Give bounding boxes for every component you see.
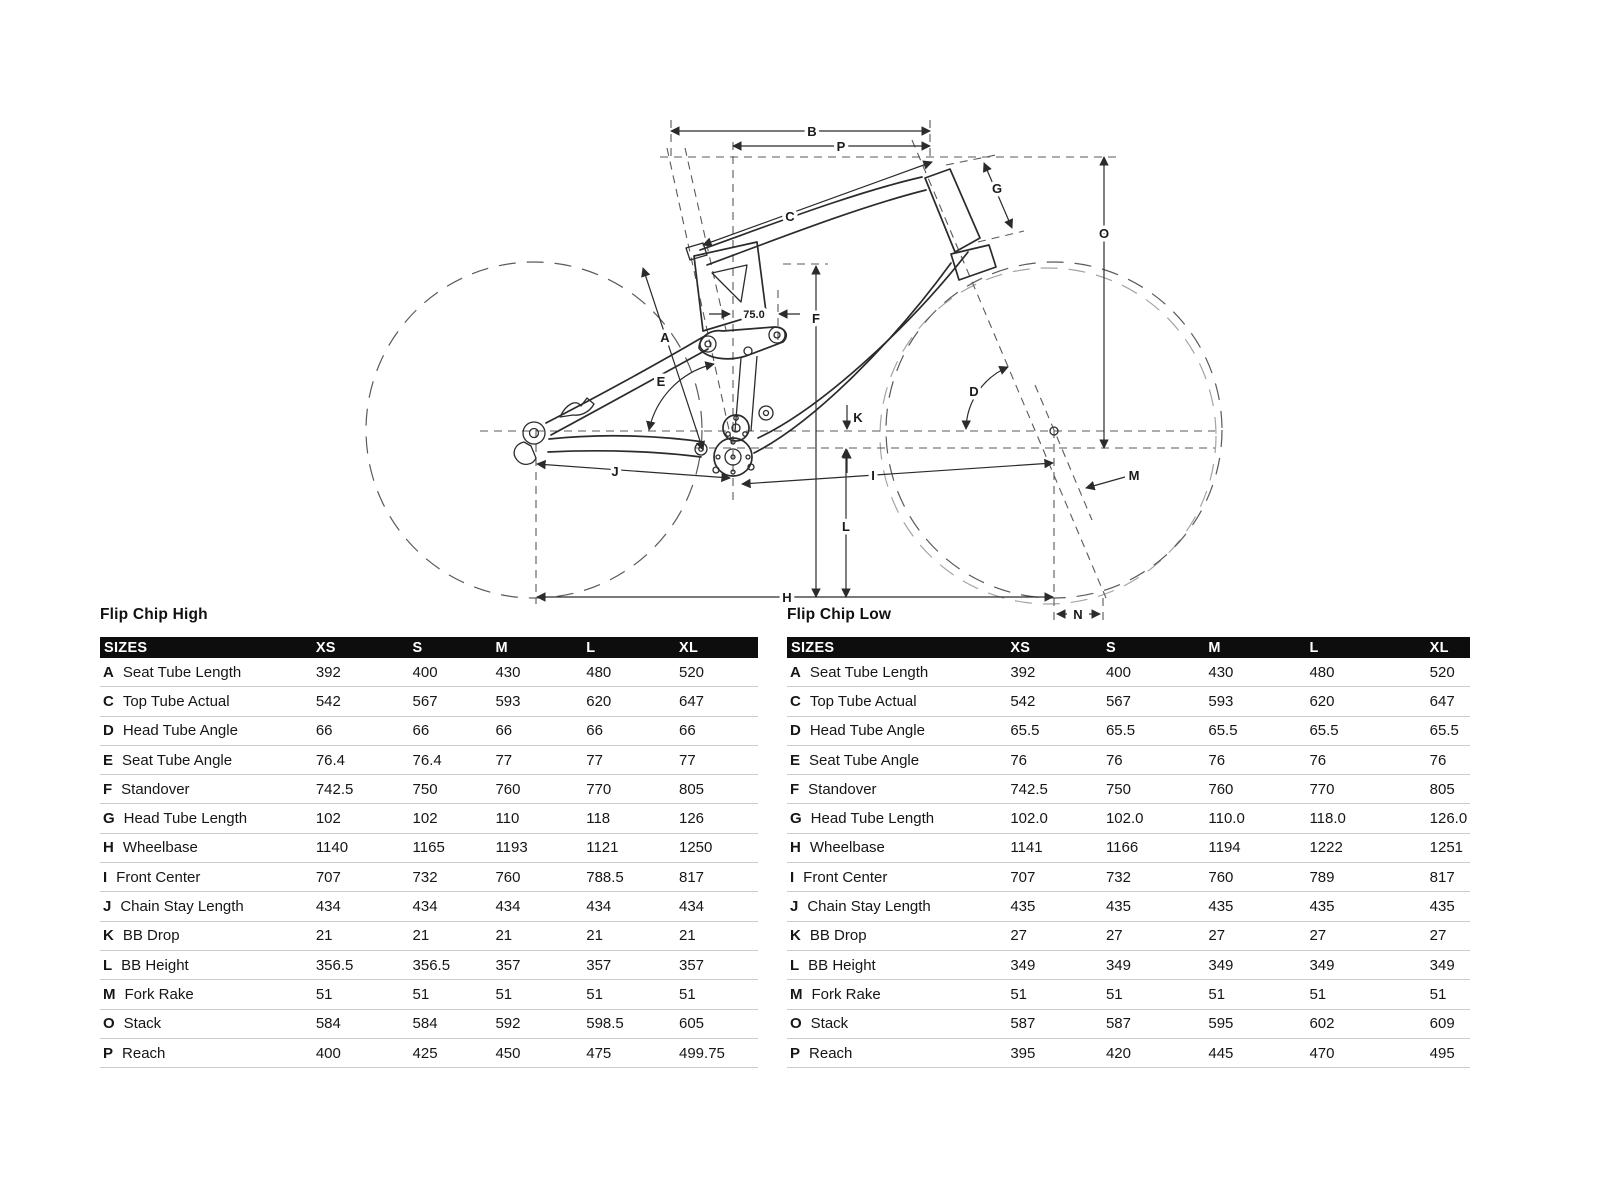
column-header-l: L xyxy=(586,639,596,656)
row-value: 499.75 xyxy=(679,1044,725,1062)
row-value: 750 xyxy=(1105,780,1131,798)
dim-M-leader xyxy=(1086,477,1125,488)
row-name-cell xyxy=(787,781,1010,798)
row-value: 356.5 xyxy=(315,956,354,974)
row-value: 51 xyxy=(315,985,333,1003)
row-value: 51 xyxy=(586,985,603,1003)
table-row-h xyxy=(787,834,1470,863)
row-value: 126.0 xyxy=(1429,810,1468,828)
row-value: 707 xyxy=(1010,868,1036,886)
row-name-cell xyxy=(787,722,1010,739)
dim-label-N: N xyxy=(1073,607,1083,620)
row-value: 495 xyxy=(1429,1044,1455,1062)
row-value: 430 xyxy=(495,663,521,681)
row-value: 435 xyxy=(1429,898,1455,916)
row-name-cell xyxy=(100,1045,316,1062)
row-value: 602 xyxy=(1309,1015,1335,1033)
table-row-j xyxy=(100,892,758,921)
row-value: 392 xyxy=(315,663,341,681)
row-value: 118.0 xyxy=(1309,810,1346,828)
row-value: 77 xyxy=(586,751,603,769)
row-value: 357 xyxy=(586,956,612,974)
row-key: K xyxy=(790,927,801,945)
row-label: Standover xyxy=(121,780,190,798)
row-value: 598.5 xyxy=(586,1015,624,1033)
row-value: 1251 xyxy=(1429,839,1464,857)
row-name-cell xyxy=(787,986,1010,1003)
row-value: 1166 xyxy=(1105,839,1139,857)
row-name-cell xyxy=(787,839,1010,856)
row-value: 434 xyxy=(495,898,521,916)
row-value: 349 xyxy=(1429,956,1455,974)
row-key: A xyxy=(790,663,801,681)
row-value: 430 xyxy=(1208,663,1234,681)
row-key: L xyxy=(103,956,113,974)
row-value: 21 xyxy=(495,927,513,945)
row-value: 51 xyxy=(679,985,696,1003)
row-value: 435 xyxy=(1010,898,1036,916)
row-label: Standover xyxy=(808,780,877,798)
row-key: I xyxy=(103,868,108,886)
row-label: Fork Rake xyxy=(811,985,881,1003)
row-label: Seat Tube Length xyxy=(809,663,929,681)
row-label: Head Tube Length xyxy=(810,810,935,828)
table-row-i xyxy=(100,863,758,892)
row-value: 65.5 xyxy=(1208,722,1238,740)
row-value: 392 xyxy=(1010,663,1036,681)
column-header-xl: XL xyxy=(1429,639,1449,656)
row-value: 805 xyxy=(679,780,705,798)
row-value: 542 xyxy=(315,692,341,710)
row-value: 770 xyxy=(1309,780,1335,798)
row-name-cell xyxy=(787,927,1010,944)
row-label: Chain Stay Length xyxy=(120,898,244,916)
row-name-cell xyxy=(100,1015,316,1032)
reference-lines xyxy=(480,120,1215,620)
row-label: Front Center xyxy=(116,868,201,886)
table-row-o xyxy=(787,1010,1470,1039)
row-value: 76 xyxy=(1010,751,1028,769)
row-value: 420 xyxy=(1105,1044,1131,1062)
row-value: 770 xyxy=(586,780,612,798)
row-label: Top Tube Actual xyxy=(122,692,230,710)
dim-I xyxy=(742,463,1053,484)
row-value: 434 xyxy=(412,898,438,916)
table-row-c xyxy=(787,687,1470,716)
dim-label-B: B xyxy=(807,124,817,139)
flip-chip-low-table xyxy=(787,606,1470,1068)
table-row-d xyxy=(100,717,758,746)
row-value: 77 xyxy=(495,751,513,769)
row-name-cell xyxy=(100,869,316,886)
row-value: 110 xyxy=(495,810,520,828)
row-key: H xyxy=(103,839,114,857)
row-value: 66 xyxy=(679,722,696,740)
row-value: 51 xyxy=(1429,985,1447,1003)
table-row-o xyxy=(100,1010,758,1039)
row-key: F xyxy=(790,780,800,798)
table-row-k xyxy=(100,922,758,951)
row-value: 27 xyxy=(1429,927,1447,945)
table-header-row xyxy=(100,637,758,658)
dim-label-L: L xyxy=(842,519,850,534)
row-key: P xyxy=(790,1044,801,1062)
row-value: 760 xyxy=(495,868,521,886)
row-key: L xyxy=(790,956,800,974)
row-value: 1140 xyxy=(315,839,349,857)
row-key: O xyxy=(103,1015,115,1033)
row-value: 567 xyxy=(1105,692,1131,710)
row-name-cell xyxy=(787,957,1010,974)
row-value: 395 xyxy=(1010,1044,1036,1062)
dimension-labels xyxy=(611,124,1139,620)
row-value: 349 xyxy=(1010,956,1036,974)
row-value: 593 xyxy=(495,692,521,710)
row-value: 592 xyxy=(495,1015,521,1033)
row-value: 51 xyxy=(1105,985,1123,1003)
row-value: 76.4 xyxy=(412,751,442,769)
row-value: 65.5 xyxy=(1010,722,1040,740)
row-value: 349 xyxy=(1105,956,1131,974)
row-value: 65.5 xyxy=(1309,722,1339,740)
row-name-cell xyxy=(787,898,1010,915)
row-value: 102 xyxy=(315,810,341,828)
row-value: 732 xyxy=(412,868,438,886)
row-value: 760 xyxy=(495,780,521,798)
row-value: 102.0 xyxy=(1010,810,1048,828)
row-key: M xyxy=(103,985,116,1003)
row-value: 435 xyxy=(1105,898,1131,916)
row-value: 27 xyxy=(1309,927,1327,945)
table-body xyxy=(100,658,758,1068)
dim-C xyxy=(703,162,932,245)
row-value: 587 xyxy=(1010,1015,1036,1033)
row-key: A xyxy=(103,663,114,681)
table-title: Flip Chip High xyxy=(100,606,208,623)
table-row-f xyxy=(100,775,758,804)
row-value: 76 xyxy=(1309,751,1327,769)
row-value: 118 xyxy=(586,810,611,828)
column-header-s: S xyxy=(1105,639,1116,656)
table-row-m xyxy=(100,980,758,1009)
row-value: 434 xyxy=(586,898,612,916)
column-header-m: M xyxy=(495,639,508,656)
row-label: Wheelbase xyxy=(809,839,885,857)
row-key: K xyxy=(103,927,114,945)
row-value: 434 xyxy=(315,898,341,916)
row-value: 400 xyxy=(315,1044,341,1062)
row-name-cell xyxy=(100,839,316,856)
row-value: 21 xyxy=(586,927,603,945)
dim-label-M: M xyxy=(1128,468,1140,483)
row-label: Seat Tube Angle xyxy=(809,751,920,769)
row-value: 1222 xyxy=(1309,839,1343,857)
row-value: 110.0 xyxy=(1208,810,1245,828)
table-title: Flip Chip Low xyxy=(787,606,892,623)
dim-label-O: O xyxy=(1098,226,1110,241)
row-key: G xyxy=(103,810,115,828)
table-row-j xyxy=(787,892,1470,921)
row-value: 77 xyxy=(679,751,696,769)
row-value: 647 xyxy=(1429,692,1455,710)
dim-label-E: E xyxy=(656,374,666,389)
row-value: 480 xyxy=(1309,663,1335,681)
column-header-sizes: SIZES xyxy=(791,639,835,656)
row-value: 805 xyxy=(1429,780,1455,798)
table-row-m xyxy=(787,980,1470,1009)
row-value: 1165 xyxy=(412,839,445,857)
row-label: BB Drop xyxy=(809,927,867,945)
row-value: 1250 xyxy=(679,839,713,857)
row-value: 1141 xyxy=(1010,839,1043,857)
row-value: 742.5 xyxy=(315,780,354,798)
table-row-g xyxy=(787,804,1470,833)
dim-label-F: F xyxy=(812,311,820,326)
column-header-l: L xyxy=(1309,639,1319,656)
dim-label-J: J xyxy=(611,464,619,479)
row-name-cell xyxy=(100,986,316,1003)
row-name-cell xyxy=(787,1045,1010,1062)
row-value: 102 xyxy=(412,810,438,828)
row-value: 470 xyxy=(1309,1044,1335,1062)
row-key: D xyxy=(790,722,801,740)
row-name-cell xyxy=(787,693,1010,710)
row-label: Fork Rake xyxy=(124,985,194,1003)
dim-label-A: A xyxy=(660,330,670,345)
row-value: 27 xyxy=(1105,927,1123,945)
row-label: BB Drop xyxy=(122,927,180,945)
row-value: 66 xyxy=(315,722,333,740)
flip-chip-high-table xyxy=(100,606,758,1068)
row-value: 349 xyxy=(1309,956,1335,974)
seat-offset-label: 75.0 xyxy=(743,309,765,321)
row-name-cell xyxy=(787,1015,1010,1032)
column-header-m: M xyxy=(1208,639,1221,656)
row-key: C xyxy=(103,692,114,710)
row-name-cell xyxy=(100,898,316,915)
row-value: 475 xyxy=(586,1044,612,1062)
table-row-a xyxy=(100,658,758,687)
row-value: 357 xyxy=(495,956,521,974)
row-name-cell xyxy=(100,693,316,710)
table-row-d xyxy=(787,717,1470,746)
table-row-a xyxy=(787,658,1470,687)
column-header-s: S xyxy=(412,639,423,656)
row-label: Stack xyxy=(123,1015,162,1033)
row-value: 593 xyxy=(1208,692,1234,710)
row-value: 750 xyxy=(412,780,438,798)
row-name-cell xyxy=(787,869,1010,886)
row-value: 65.5 xyxy=(1429,722,1459,740)
table-row-f xyxy=(787,775,1470,804)
row-value: 76 xyxy=(1208,751,1226,769)
row-value: 65.5 xyxy=(1105,722,1136,740)
row-value: 620 xyxy=(1309,692,1335,710)
row-name-cell xyxy=(100,752,316,769)
row-value: 595 xyxy=(1208,1015,1234,1033)
row-value: 434 xyxy=(679,898,705,916)
row-value: 21 xyxy=(315,927,333,945)
dim-label-I: I xyxy=(871,468,875,483)
row-name-cell xyxy=(787,810,1010,827)
dim-label-D: D xyxy=(969,384,979,399)
row-label: Reach xyxy=(122,1044,166,1062)
row-value: 66 xyxy=(495,722,513,740)
row-label: Head Tube Angle xyxy=(809,722,925,740)
dim-label-G: G xyxy=(991,181,1003,196)
row-value: 542 xyxy=(1010,692,1036,710)
column-header-xl: XL xyxy=(679,639,699,656)
row-label: Seat Tube Angle xyxy=(122,751,233,769)
table-row-h xyxy=(100,834,758,863)
row-value: 445 xyxy=(1208,1044,1234,1062)
row-key: J xyxy=(103,898,112,916)
row-value: 620 xyxy=(586,692,612,710)
row-key: O xyxy=(790,1015,802,1033)
table-row-p xyxy=(787,1039,1470,1068)
row-value: 605 xyxy=(679,1015,705,1033)
row-name-cell xyxy=(100,957,316,974)
row-key: I xyxy=(790,868,795,886)
table-row-e xyxy=(100,746,758,775)
dim-A xyxy=(643,268,703,450)
row-value: 1121 xyxy=(586,839,619,857)
row-value: 349 xyxy=(1208,956,1234,974)
row-value: 520 xyxy=(1429,663,1455,681)
row-value: 567 xyxy=(412,692,438,710)
table-row-k xyxy=(787,922,1470,951)
row-label: Seat Tube Length xyxy=(122,663,242,681)
row-key: D xyxy=(103,722,114,740)
row-label: Front Center xyxy=(803,868,888,886)
row-key: E xyxy=(790,751,801,769)
row-value: 51 xyxy=(1309,985,1327,1003)
row-value: 21 xyxy=(679,927,696,945)
row-name-cell xyxy=(787,752,1010,769)
row-value: 1194 xyxy=(1208,839,1241,857)
row-value: 742.5 xyxy=(1010,780,1048,798)
table-row-l xyxy=(100,951,758,980)
row-label: Stack xyxy=(810,1015,849,1033)
row-key: J xyxy=(790,898,799,916)
row-value: 788.5 xyxy=(586,868,624,886)
table-row-g xyxy=(100,804,758,833)
row-name-cell xyxy=(100,664,316,681)
row-value: 1193 xyxy=(495,839,528,857)
row-value: 102.0 xyxy=(1105,810,1144,828)
rear-wheel-circle xyxy=(366,262,702,598)
row-value: 760 xyxy=(1208,780,1234,798)
row-value: 66 xyxy=(412,722,430,740)
row-label: Top Tube Actual xyxy=(809,692,917,710)
row-value: 450 xyxy=(495,1044,521,1062)
row-key: E xyxy=(103,751,114,769)
row-key: P xyxy=(103,1044,114,1062)
row-name-cell xyxy=(100,927,316,944)
table-row-c xyxy=(100,687,758,716)
row-key: C xyxy=(790,692,801,710)
row-value: 425 xyxy=(412,1044,438,1062)
table-row-p xyxy=(100,1039,758,1068)
row-value: 76 xyxy=(1429,751,1447,769)
row-value: 520 xyxy=(679,663,705,681)
row-name-cell xyxy=(787,664,1010,681)
row-value: 584 xyxy=(315,1015,341,1033)
row-value: 609 xyxy=(1429,1015,1455,1033)
row-value: 21 xyxy=(412,927,430,945)
row-value: 587 xyxy=(1105,1015,1131,1033)
row-value: 126 xyxy=(679,810,705,828)
row-value: 76 xyxy=(1105,751,1123,769)
table-row-e xyxy=(787,746,1470,775)
row-label: Chain Stay Length xyxy=(807,898,931,916)
column-header-xs: XS xyxy=(315,639,336,656)
table-body xyxy=(787,658,1470,1068)
row-value: 400 xyxy=(1105,663,1131,681)
row-value: 732 xyxy=(1105,868,1131,886)
row-value: 817 xyxy=(679,868,705,886)
row-label: Head Tube Angle xyxy=(122,722,238,740)
row-value: 789 xyxy=(1309,868,1335,886)
row-value: 400 xyxy=(412,663,438,681)
row-value: 435 xyxy=(1208,898,1234,916)
row-value: 51 xyxy=(1010,985,1028,1003)
row-value: 66 xyxy=(586,722,603,740)
row-key: G xyxy=(790,810,802,828)
row-value: 357 xyxy=(679,956,705,974)
row-value: 76.4 xyxy=(315,751,346,769)
row-value: 51 xyxy=(495,985,513,1003)
row-value: 584 xyxy=(412,1015,438,1033)
table-row-i xyxy=(787,863,1470,892)
row-label: Reach xyxy=(809,1044,853,1062)
row-name-cell xyxy=(100,810,316,827)
row-value: 27 xyxy=(1208,927,1226,945)
dim-J xyxy=(537,464,730,478)
row-value: 51 xyxy=(1208,985,1226,1003)
row-value: 760 xyxy=(1208,868,1234,886)
row-value: 647 xyxy=(679,692,705,710)
column-header-xs: XS xyxy=(1010,639,1031,656)
dim-label-H: H xyxy=(782,590,792,605)
row-label: BB Height xyxy=(121,956,189,974)
row-value: 707 xyxy=(315,868,341,886)
row-name-cell xyxy=(100,781,316,798)
row-name-cell xyxy=(100,722,316,739)
row-key: H xyxy=(790,839,801,857)
row-value: 435 xyxy=(1309,898,1335,916)
row-key: F xyxy=(103,780,113,798)
table-row-l xyxy=(787,951,1470,980)
dim-label-C: C xyxy=(785,209,795,224)
row-value: 817 xyxy=(1429,868,1455,886)
dim-label-K: K xyxy=(853,410,863,425)
table-header-row xyxy=(787,637,1470,658)
row-value: 356.5 xyxy=(412,956,451,974)
row-label: BB Height xyxy=(808,956,876,974)
row-label: Head Tube Length xyxy=(123,810,248,828)
row-value: 27 xyxy=(1010,927,1028,945)
row-key: M xyxy=(790,985,803,1003)
row-value: 51 xyxy=(412,985,430,1003)
row-value: 480 xyxy=(586,663,612,681)
dim-label-P: P xyxy=(836,139,846,154)
row-label: Wheelbase xyxy=(122,839,198,857)
column-header-sizes: SIZES xyxy=(104,639,148,656)
